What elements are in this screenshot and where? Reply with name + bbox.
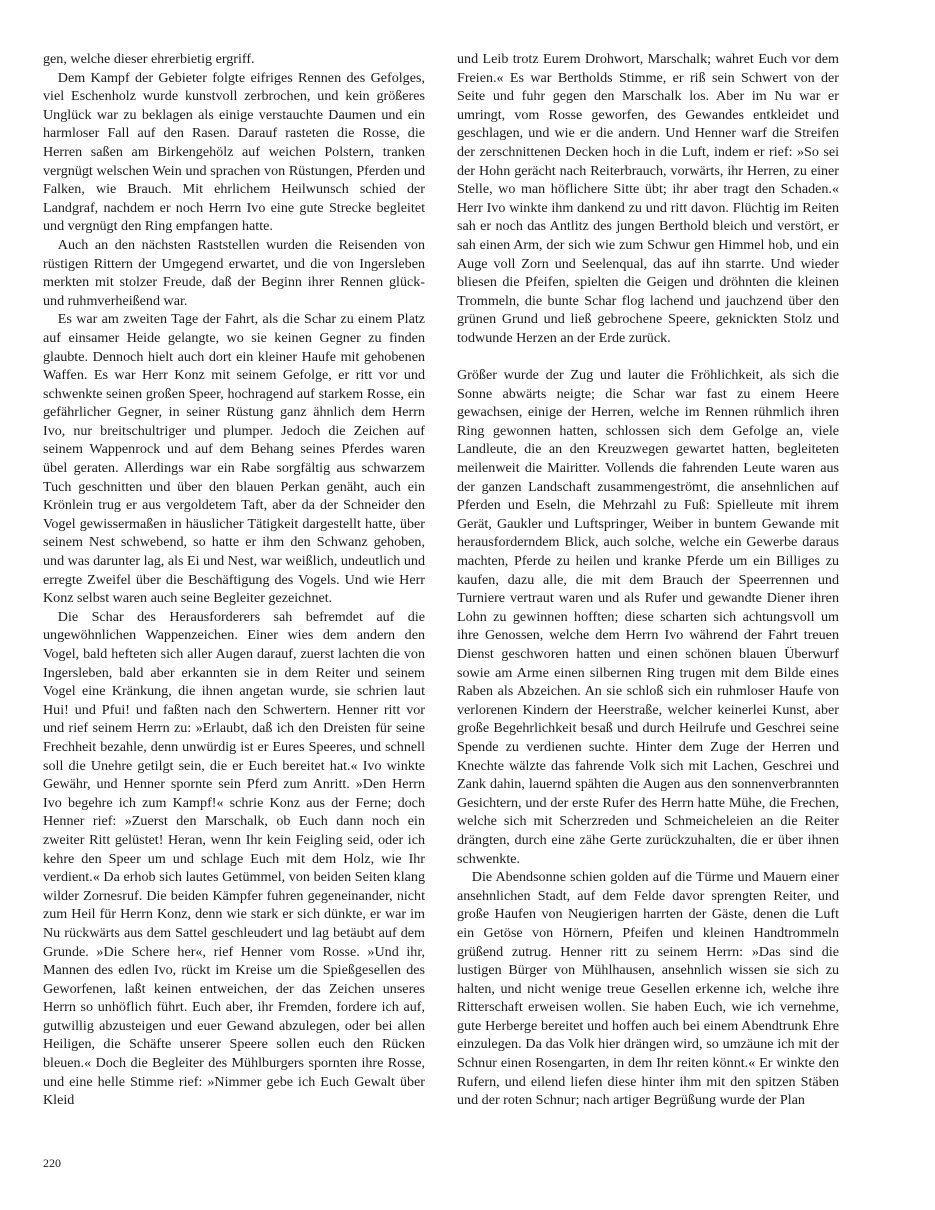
paragraph: gen, welche dieser ehrerbietig ergriff. bbox=[43, 51, 255, 67]
paragraph: Größer wurde der Zug und lauter die Fröhlichkeit, als sich die Sonne abwärts neigte; die Schar war fast zu einem Heere gewachsen, einige der Herren, welche im Rennen rühmlich ihren Ring gewonnen hatten, schlossen sich dem Gefolge an, viele Landleute, die an den Kreuzwegen gewartet hatten, begleiteten meilenweit die Mairitter. Vollends die fahrenden Leute waren aus der ganzen Landschaft zusammengeströmt, die ansehnlichen auf Pferden und Eseln, die Mehrzahl zu Fuß: Spielleute mit ihrem Gerät, Gaukler und Luftspringer, Weiber in buntem Gewande mit herausforderndem Blick, auch solche, welche ein Gewerbe daraus machten, Pferde zu heilen und kranke Pferde um ein Billiges zu kaufen, dazu alle, die mit dem Brauch der Speerrennen und Turniere vertraut waren und als Rufer und gewandte Diener ihren Lohn zu gewinnen hofften; diese scharten sich achtungsvoll um ihre Genossen, welche dem Herrn Ivo während der Fahrt treuen Dienst geschworen hatten und einen schönen blauen Überwurf sowie am Arme einen silbernen Ring trugen mit dem Bilde eines Raben als Abzeichen. An sie schloß sich ein ruhmloser Haufe von verlorenen Kindern der Heerstraße, welcher keinerlei Kunst, aber große Begehrlichkeit besaß und durch Heilrufe und Geschrei seine Spende zu verdienen suchte. Hinter dem Zuge der Herren und Knechte wälzte das fahrende Volk sich mit Lachen, Geschrei und Zank dahin, lauernd spähten die Augen aus den sonnenverbrannten Gesichtern, und der erste Rufer des Herrn hatte Mühe, die Frechen, welche sich mit Scherzreden und Schmeicheleien an die Reiter drängten, durch eine zähe Gerte zurückzuhalten, die er über ihnen schwenkte. bbox=[457, 367, 839, 867]
paragraph: Die Schar des Herausforderers sah befremdet auf die ungewöhnlichen Wappenzeichen. Einer wies dem andern den Vogel, bald hefteten sich aller Augen darauf, zuerst lachten die von Ingersleben, bald aber erkannten sie in dem Reiter und seinem Vogel eine Kränkung, die ihnen angetan wurde, sie schrien laut Hui! und Pfui! und faßten nach den Schwertern. Henner ritt vor und rief seinem Herrn zu: »Erlaubt, daß ich den Dreisten für seine Frechheit bezahle, denn unwürdig ist er Eures Speeres, und schnell soll die Unehre getilgt sein, die er Euch bereitet hat.« Ivo winkte Gewähr, und Henner spornte sein Pferd zum Anritt. »Den Herrn Ivo begehre ich zum Kampf!« schrie Konz aus der Ferne; doch Henner rief: »Zuerst den Marschalk, ob Euch dann noch ein zweiter Ritt gelüstet! Heran, wenn Ihr kein Feigling seid, oder ich kehre den Speer um und schlage Euch mit dem Holz, wie Ihr verdient.« Da erhob sich lautes Getümmel, von beiden Seiten klang wilder Zornesruf. Die beiden Kämpfer fuhren gegeneinander, nicht zum Heil für Herrn Konz, denn wie stark er sich dünkte, er war im Nu rückwärts aus dem Sattel geschleudert und lag betäubt auf dem Grunde. »Die Schere her«, rief Henner vom Rosse. »Und ihr, Mannen des edlen Ivo, rückt im Kreise um die Spießgesellen des Geworfenen, laßt keinen entweichen, der das Zeichen unseres Herrn so unhöflich führt. Euch aber, ihr Fremden, fordere ich auf, gutwillig abzusteigen und euer Gewand abzulegen, oder bei allen Heiligen, die Schäfte unserer Speere sollen euch den Rücken bleuen.« Doch die Begleiter des Mühlburgers spornten ihre Rosse, und eine helle Stimme rief: »Nimmer gebe ich Euch Gewalt über Kleid bbox=[43, 608, 425, 1109]
page-number: 220 bbox=[43, 1156, 61, 1170]
paragraph: Die Abendsonne schien golden auf die Türme und Mauern einer ansehnlichen Stadt, auf dem Felde davor sprengten Reiter, und große Haufen von Neugierigen harrten der Gäste, denen die Luft ein Getöse von Hörnern, Pfeifen und kleinen Handtrommeln grüßend zutrug. Henner ritt zu seinem Herrn: »Das sind die lustigen Bürger von Mühlhausen, ansehnlich wissen sie sich zu halten, und nicht wenige treue Gesellen erkenne ich, welche ihre Ritterschaft erweisen wollen. Sie haben Euch, wie ich vernehme, gute Herberge bereitet und hoffen auch bei einem Abendtrunk Ehre einzulegen. Da das Volk hier drängen wird, so umzäune ich mit der Schnur einen Rosengarten, in dem Ihr reiten könnt.« Er winkte den Rufern, und eilend liefen diese hinter ihm mit den spitzen Stäben und der roten Schnur; nach artiger Begrüßung wurde der Plan bbox=[457, 869, 839, 1109]
paragraph: Auch an den nächsten Raststellen wurden die Reisenden von rüstigen Rittern der Umgegend erwartet, und die von Ingersleben merkten mit stolzer Freude, daß der Beginn ihrer Rennen glück- und ruhmverheißend war. bbox=[43, 236, 425, 309]
paragraph: und Leib trotz Eurem Drohwort, Marschalk; wahret Euch vor dem Freien.« Es war Bertholds Stimme, er riß sein Schwert von der Seite und fuhr gegen den Marschalk los. Aber im Nu war er umringt, vom Rosse geworfen, des Gewandes entkleidet und geschlagen, und wie er die andern. Und Henner warf die Streifen der zerschnittenen Decken hoch in die Luft, indem er rief: »So sei der Hohn gerächt nach Reiterbrauch, vorwärts, ihr Herren, zu einer Stelle, wo man höflichere Sitte übt; ihr aber tragt den Schaden.« Herr Ivo winkte ihm dankend zu und ritt davon. Flüchtig im Reiten sah er noch das Antlitz des jungen Berthold bleich und verstört, er sah einen Arm, der sich wie zum Schwur gen Himmel hob, und ein Auge voll Zorn und Seelenqual, das auf ihn starrte. Und wieder bliesen die Pfeifen, spielten die Geigen und dröhnten die kleinen Trommeln, die bunte Schar flog lachend und jauchzend über den grünen Grund und ließ gebrochene Speere, geknickten Stolz und todwunde Herzen an der Erde zurück. bbox=[457, 51, 839, 346]
paragraph: Es war am zweiten Tage der Fahrt, als die Schar zu einem Platz auf einsamer Heide gelangte, wo sie keinen Gegner zu finden glaubte. Dennoch hielt auch dort ein kleiner Haufe mit gehobenen Waffen. Es war Herr Konz mit seinem Gefolge, er ritt vor und schwenkte seinen großen Speer, hochragend auf starkem Rosse, ein gefährlicher Gegner, in seiner Rüstung ganz ähnlich dem Herrn Ivo, nur breitschultriger und plumper. Jedoch die Zeichen auf seinem Wappenrock und auf dem Behang seines Pferdes waren übel geraten. Allerdings war ein Rabe sorgfältig aus schwarzem Tuch geschnitten und über den blauen Perkan genäht, auch ein Krönlein trug er aus vergoldetem Taft, aber da der Schneider den Vogel gewissermaßen in häuslicher Tätigkeit dargestellt hatte, über seinem Nest schwebend, so hatte er ihm den Schwanz gehoben, und was darunter lag, als Ei und Nest, war weißlich, undeutlich und erregte Zweifel über die Beschäftigung des Vogels. Und wie Herr Konz selbst waren auch seine Begleiter gezeichnet. bbox=[43, 311, 426, 607]
left-column bbox=[43, 50, 425, 1110]
paragraph: Dem Kampf der Gebieter folgte eifriges Rennen des Gefolges, viel Eschenholz wurde kunstvoll zerbrochen, und kein größeres Unglück war zu beklagen als einige verstauchte Daumen und ein harmloser Fall auf den Rasen. Darauf rasteten die Rosse, die Herren saßen am Birkengehölz auf weichen Polstern, tranken vergnügt welschen Wein und sprachen von Rüstungen, Pferden und Falken, wie Brauch. Mit ehrlichem Heilwunsch schied der Landgraf, nachdem er noch Herrn Ivo eine gute Strecke begleitet und vergnügt den Ring empfangen hatte. bbox=[43, 69, 425, 235]
right-column bbox=[457, 50, 839, 1110]
